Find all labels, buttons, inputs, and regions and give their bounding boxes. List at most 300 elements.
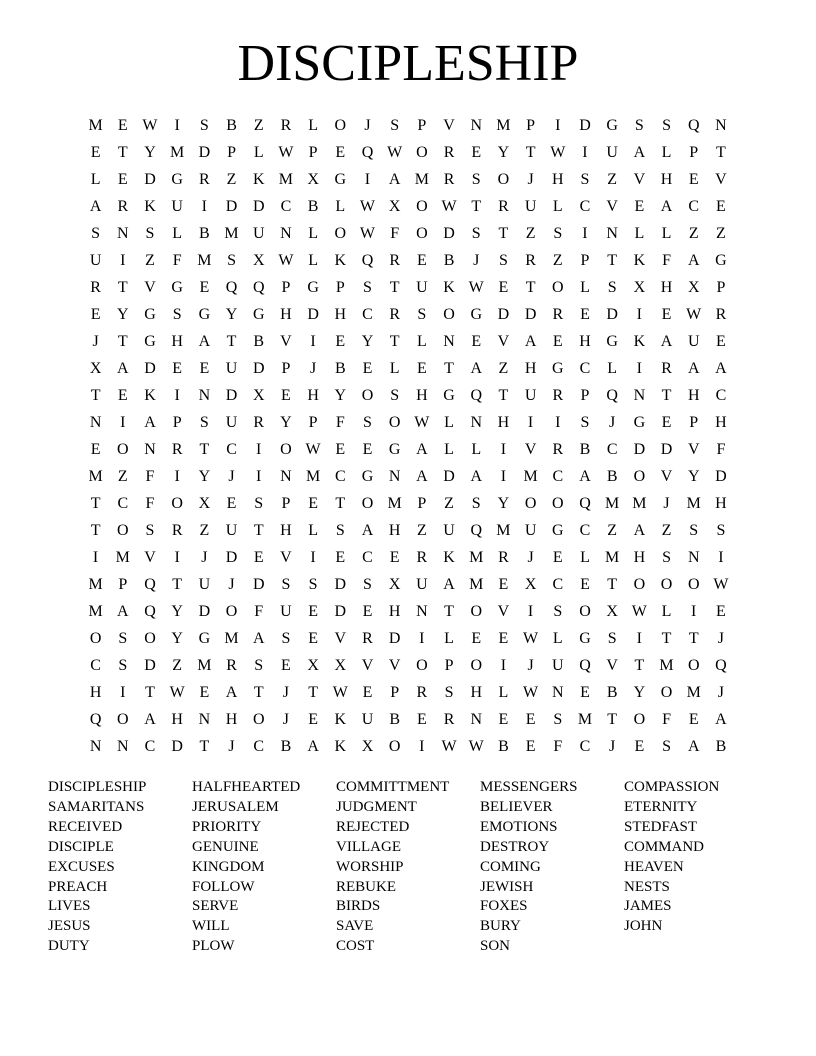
grid-letter: I <box>691 603 697 620</box>
grid-letter: T <box>444 603 454 620</box>
grid-letter: G <box>334 171 347 188</box>
grid-letter: Y <box>171 630 183 647</box>
word-list-item: RECEIVED <box>48 818 123 835</box>
word-list-item: JESUS <box>48 918 91 935</box>
grid-letter: E <box>498 279 509 296</box>
grid-letter: T <box>226 333 237 350</box>
grid-letter: M <box>605 495 620 512</box>
grid-letter: J <box>609 738 616 755</box>
grid-letter: H <box>660 171 673 188</box>
grid-letter: E <box>308 711 318 728</box>
grid-letter: P <box>689 144 699 161</box>
grid-letter: E <box>308 603 318 620</box>
grid-letter: X <box>388 576 401 593</box>
grid-letter: R <box>443 171 455 188</box>
grid-letter: O <box>361 387 374 404</box>
word-list-item: PRIORITY <box>192 818 262 835</box>
grid-letter: G <box>552 360 564 377</box>
grid-letter: T <box>471 198 482 215</box>
grid-letter: Q <box>361 144 374 161</box>
word-list-item: BELIEVER <box>480 798 553 815</box>
grid-letter: E <box>335 549 346 566</box>
grid-letter: J <box>527 549 534 566</box>
grid-row <box>82 598 738 625</box>
grid-letter: G <box>171 171 183 188</box>
grid-letter: T <box>607 576 618 593</box>
grid-letter: T <box>607 252 618 269</box>
grid-letter: S <box>607 630 617 647</box>
grid-row <box>82 517 738 544</box>
grid-letter: E <box>471 630 482 647</box>
grid-letter: C <box>552 576 564 593</box>
grid-letter: Y <box>144 144 156 161</box>
grid-letter: H <box>280 522 292 539</box>
grid-letter: P <box>716 279 726 296</box>
grid-letter: M <box>414 171 429 188</box>
grid-letter: H <box>715 495 727 512</box>
grid-letter: F <box>390 225 400 242</box>
grid-letter: E <box>471 333 482 350</box>
grid-letter: N <box>470 117 482 134</box>
grid-letter: H <box>416 387 428 404</box>
grid-letter: Q <box>89 711 102 728</box>
grid-row <box>82 679 738 706</box>
grid-letter: O <box>470 657 482 674</box>
grid-letter: E <box>117 117 128 134</box>
grid-letter: S <box>118 630 128 647</box>
grid-letter: P <box>308 144 318 161</box>
grid-letter: S <box>471 225 481 242</box>
grid-letter: D <box>334 603 347 620</box>
grid-letter: N <box>144 441 156 458</box>
grid-letter: L <box>471 441 482 458</box>
grid-letter: P <box>172 414 182 431</box>
grid-letter: S <box>580 414 590 431</box>
grid-letter: I <box>500 468 507 485</box>
grid-letter: E <box>199 684 210 701</box>
grid-letter: S <box>254 495 264 512</box>
grid-letter: W <box>305 441 321 458</box>
grid-letter: A <box>470 360 482 377</box>
grid-letter: S <box>662 549 671 566</box>
grid-letter: W <box>631 603 647 620</box>
grid-letter: F <box>145 468 155 485</box>
grid-letter: X <box>633 279 646 296</box>
grid-letter: J <box>609 414 616 431</box>
grid-letter: S <box>634 117 644 134</box>
grid-letter: G <box>579 630 591 647</box>
grid-letter: E <box>580 684 590 701</box>
grid-letter: J <box>92 333 99 350</box>
grid-letter: X <box>307 657 319 674</box>
grid-letter: J <box>228 738 235 755</box>
grid-letter: B <box>606 684 618 701</box>
grid-letter: S <box>553 603 563 620</box>
grid-letter: Z <box>199 522 210 539</box>
word-list-item: SON <box>480 938 511 955</box>
grid-letter: T <box>444 360 454 377</box>
grid-letter: S <box>308 576 318 593</box>
grid-letter: A <box>307 738 319 755</box>
grid-letter: G <box>470 306 482 323</box>
grid-letter: M <box>686 495 701 512</box>
grid-letter: Z <box>607 171 618 188</box>
grid-letter: E <box>281 657 291 674</box>
grid-letter: Y <box>334 387 347 404</box>
grid-letter: I <box>120 252 126 269</box>
grid-letter: Y <box>497 495 510 512</box>
grid-letter: J <box>309 360 317 377</box>
grid-letter: A <box>144 414 156 431</box>
grid-letter: C <box>579 360 591 377</box>
grid-letter: K <box>334 711 347 728</box>
grid-letter: V <box>497 603 510 620</box>
grid-letter: Z <box>444 495 454 512</box>
grid-letter: M <box>496 522 511 539</box>
grid-letter: E <box>552 549 563 566</box>
grid-letter: T <box>498 225 509 242</box>
grid-letter: Z <box>172 657 183 674</box>
grid-letter: L <box>335 198 346 215</box>
grid-letter: M <box>115 549 130 566</box>
grid-letter: P <box>281 495 291 512</box>
grid-letter: R <box>498 549 509 566</box>
grid-letter: M <box>469 549 484 566</box>
grid-letter: W <box>278 252 294 269</box>
grid-letter: U <box>524 198 537 215</box>
grid-letter: P <box>227 144 236 161</box>
grid-letter: O <box>524 495 537 512</box>
grid-letter: N <box>443 333 455 350</box>
grid-letter: L <box>253 144 264 161</box>
grid-letter: M <box>632 495 647 512</box>
grid-letter: U <box>280 603 292 620</box>
grid-letter: Z <box>688 225 699 242</box>
grid-letter: C <box>334 468 346 485</box>
word-list-item: PREACH <box>48 878 108 895</box>
word-list-item: JEWISH <box>480 878 534 895</box>
grid-letter: S <box>199 414 209 431</box>
grid-letter: O <box>117 522 129 539</box>
word-list-item: COMMAND <box>624 838 705 855</box>
grid-letter: C <box>579 198 591 215</box>
grid-letter: I <box>92 549 99 566</box>
grid-letter: E <box>362 603 373 620</box>
grid-letter: E <box>416 252 427 269</box>
grid-letter: E <box>661 306 672 323</box>
grid-letter: T <box>688 630 699 647</box>
grid-letter: J <box>473 252 480 269</box>
grid-letter: X <box>524 576 537 593</box>
grid-letter: U <box>524 387 537 404</box>
grid-letter: E <box>688 171 699 188</box>
grid-letter: O <box>660 576 673 593</box>
grid-letter: O <box>416 144 428 161</box>
grid-letter: T <box>389 333 400 350</box>
grid-letter: O <box>470 603 482 620</box>
grid-letter: S <box>607 279 617 296</box>
word-list-item: DISCIPLE <box>48 838 114 855</box>
grid-letter: O <box>252 711 265 728</box>
grid-letter: A <box>524 333 537 350</box>
grid-letter: M <box>305 468 321 485</box>
grid-letter: T <box>90 387 101 404</box>
grid-letter: C <box>688 198 700 215</box>
grid-letter: L <box>661 144 672 161</box>
grid-letter: T <box>117 279 128 296</box>
grid-letter: E <box>362 441 373 458</box>
grid-letter: M <box>88 468 103 485</box>
word-list-item: SAVE <box>336 918 374 935</box>
grid-letter: M <box>469 576 484 593</box>
grid-letter: A <box>633 522 646 539</box>
grid-letter: L <box>552 198 563 215</box>
grid-letter: E <box>416 360 427 377</box>
grid-letter: G <box>388 441 401 458</box>
grid-letter: V <box>660 468 673 485</box>
grid-letter: E <box>498 576 509 593</box>
grid-letter: R <box>661 360 672 377</box>
grid-letter: L <box>444 441 454 458</box>
grid-row <box>82 220 738 247</box>
grid-letter: S <box>444 684 454 701</box>
grid-letter: P <box>689 414 699 431</box>
word-list-item: FOLLOW <box>192 878 255 895</box>
grid-letter: E <box>634 198 645 215</box>
grid-letter: A <box>687 360 700 377</box>
grid-letter: Q <box>361 252 374 269</box>
grid-letter: O <box>117 711 129 728</box>
grid-letter: R <box>199 171 210 188</box>
grid-letter: I <box>636 360 642 377</box>
grid-letter: O <box>388 738 401 755</box>
grid-letter: O <box>280 441 292 458</box>
grid-letter: N <box>198 711 211 728</box>
grid-letter: Q <box>687 117 700 134</box>
word-list-column <box>192 778 336 957</box>
grid-letter: J <box>228 576 235 593</box>
grid-letter: D <box>579 117 591 134</box>
grid-letter: A <box>416 468 428 485</box>
grid-letter: T <box>117 144 128 161</box>
grid-letter: X <box>334 657 347 674</box>
grid-letter: Z <box>607 522 618 539</box>
grid-letter: A <box>117 603 129 620</box>
grid-letter: N <box>280 468 292 485</box>
grid-letter: U <box>552 657 564 674</box>
grid-row <box>82 328 738 355</box>
grid-letter: A <box>470 468 482 485</box>
grid-letter: X <box>687 279 700 296</box>
grid-letter: T <box>661 630 672 647</box>
grid-letter: S <box>145 225 155 242</box>
grid-letter: A <box>579 468 591 485</box>
grid-letter: E <box>90 144 101 161</box>
grid-letter: M <box>659 657 674 674</box>
grid-letter: Q <box>144 603 156 620</box>
grid-letter: Y <box>633 684 646 701</box>
grid-letter: U <box>225 414 238 431</box>
grid-row <box>82 409 738 436</box>
grid-row <box>82 355 738 382</box>
grid-letter: I <box>174 549 180 566</box>
grid-letter: S <box>118 657 128 674</box>
grid-letter: E <box>308 630 318 647</box>
word-list-item: WORSHIP <box>336 858 404 875</box>
grid-letter: W <box>686 306 702 323</box>
grid-letter: W <box>468 279 484 296</box>
grid-letter: R <box>498 198 509 215</box>
grid-letter: S <box>335 522 345 539</box>
word-list-item: ETERNITY <box>624 798 698 815</box>
grid-letter: E <box>90 306 101 323</box>
word-list-item: VILLAGE <box>336 838 401 855</box>
grid-letter: I <box>419 630 425 647</box>
grid-letter: A <box>687 252 700 269</box>
grid-letter: O <box>117 441 129 458</box>
grid-letter: S <box>281 630 291 647</box>
grid-letter: M <box>88 117 103 134</box>
grid-letter: J <box>663 495 670 512</box>
grid-letter: B <box>389 711 400 728</box>
grid-letter: D <box>443 225 455 242</box>
grid-letter: W <box>359 198 376 215</box>
word-list-item: KINGDOM <box>192 858 265 875</box>
grid-letter: U <box>252 225 265 242</box>
grid-letter: W <box>441 738 457 755</box>
grid-letter: S <box>662 738 671 755</box>
grid-letter: A <box>416 441 428 458</box>
grid-letter: D <box>606 306 618 323</box>
word-list-item: GENUINE <box>192 838 259 855</box>
grid-letter: Y <box>687 468 700 485</box>
grid-letter: R <box>416 684 428 701</box>
grid-letter: H <box>687 387 700 404</box>
grid-letter: Q <box>225 279 238 296</box>
grid-letter: X <box>198 495 211 512</box>
grid-letter: W <box>142 117 158 134</box>
grid-letter: E <box>552 333 563 350</box>
word-list-item: BURY <box>480 918 521 935</box>
grid-letter: V <box>334 630 347 647</box>
grid-letter: P <box>580 252 590 269</box>
grid-letter: W <box>169 684 185 701</box>
grid-letter: D <box>524 306 537 323</box>
grid-letter: H <box>388 522 401 539</box>
grid-letter: M <box>224 225 239 242</box>
grid-letter: Y <box>198 468 211 485</box>
grid-letter: B <box>226 117 237 134</box>
grid-letter: R <box>389 252 400 269</box>
grid-letter: L <box>389 360 400 377</box>
grid-letter: D <box>388 630 401 647</box>
grid-letter: G <box>252 306 265 323</box>
grid-letter: D <box>252 198 265 215</box>
grid-letter: H <box>497 414 510 431</box>
grid-letter: V <box>606 657 618 674</box>
grid-letter: U <box>198 576 211 593</box>
grid-letter: N <box>633 387 646 404</box>
grid-letter: E <box>335 333 346 350</box>
grid-letter: M <box>197 252 212 269</box>
grid-letter: D <box>198 144 211 161</box>
grid-row <box>82 193 738 220</box>
grid-letter: P <box>281 360 291 377</box>
grid-letter: I <box>419 738 425 755</box>
grid-letter: T <box>253 522 264 539</box>
grid-letter: L <box>308 522 318 539</box>
grid-letter: C <box>362 549 373 566</box>
grid-letter: V <box>361 657 374 674</box>
grid-letter: E <box>661 414 672 431</box>
grid-letter: I <box>636 630 642 647</box>
grid-letter: V <box>497 333 510 350</box>
grid-letter: E <box>226 495 237 512</box>
grid-letter: C <box>552 468 564 485</box>
grid-row <box>82 625 738 652</box>
grid-letter: A <box>687 738 700 755</box>
grid-letter: T <box>145 684 155 701</box>
grid-row <box>82 301 738 328</box>
grid-letter: E <box>471 144 482 161</box>
grid-letter: W <box>359 225 376 242</box>
grid-letter: T <box>525 279 536 296</box>
word-list-column <box>336 778 480 957</box>
grid-letter: D <box>144 657 156 674</box>
grid-letter: T <box>117 333 128 350</box>
grid-letter: M <box>88 576 103 593</box>
grid-letter: O <box>687 576 700 593</box>
grid-letter: S <box>553 225 563 242</box>
grid-letter: Y <box>171 603 183 620</box>
grid-letter: N <box>198 387 211 404</box>
grid-letter: H <box>89 684 102 701</box>
grid-letter: R <box>715 306 727 323</box>
grid-letter: M <box>88 603 103 620</box>
grid-letter: E <box>716 603 726 620</box>
grid-letter: B <box>443 252 455 269</box>
word-list-column <box>48 778 192 957</box>
grid-row <box>82 112 738 139</box>
grid-letter: A <box>252 630 265 647</box>
grid-letter: Z <box>552 252 563 269</box>
grid-letter: U <box>416 279 428 296</box>
word-list-item: JOHN <box>624 918 663 935</box>
grid-letter: X <box>606 603 618 620</box>
word-list-item: BIRDS <box>336 898 381 915</box>
grid-letter: E <box>688 711 699 728</box>
grid-letter: E <box>199 279 210 296</box>
grid-letter: B <box>579 441 591 458</box>
grid-letter: S <box>363 414 372 431</box>
grid-row <box>82 166 738 193</box>
grid-letter: J <box>717 630 725 647</box>
grid-letter: H <box>388 603 401 620</box>
grid-letter: K <box>443 549 455 566</box>
grid-letter: L <box>634 225 645 242</box>
grid-letter: R <box>90 279 101 296</box>
grid-letter: E <box>199 360 210 377</box>
grid-letter: G <box>198 630 211 647</box>
grid-letter: I <box>582 225 588 242</box>
word-list-item: FOXES <box>480 898 528 915</box>
grid-letter: I <box>364 171 371 188</box>
grid-letter: O <box>633 576 646 593</box>
grid-letter: V <box>144 549 156 566</box>
grid-letter: N <box>117 738 129 755</box>
grid-letter: E <box>117 387 128 404</box>
grid-letter: U <box>171 198 183 215</box>
